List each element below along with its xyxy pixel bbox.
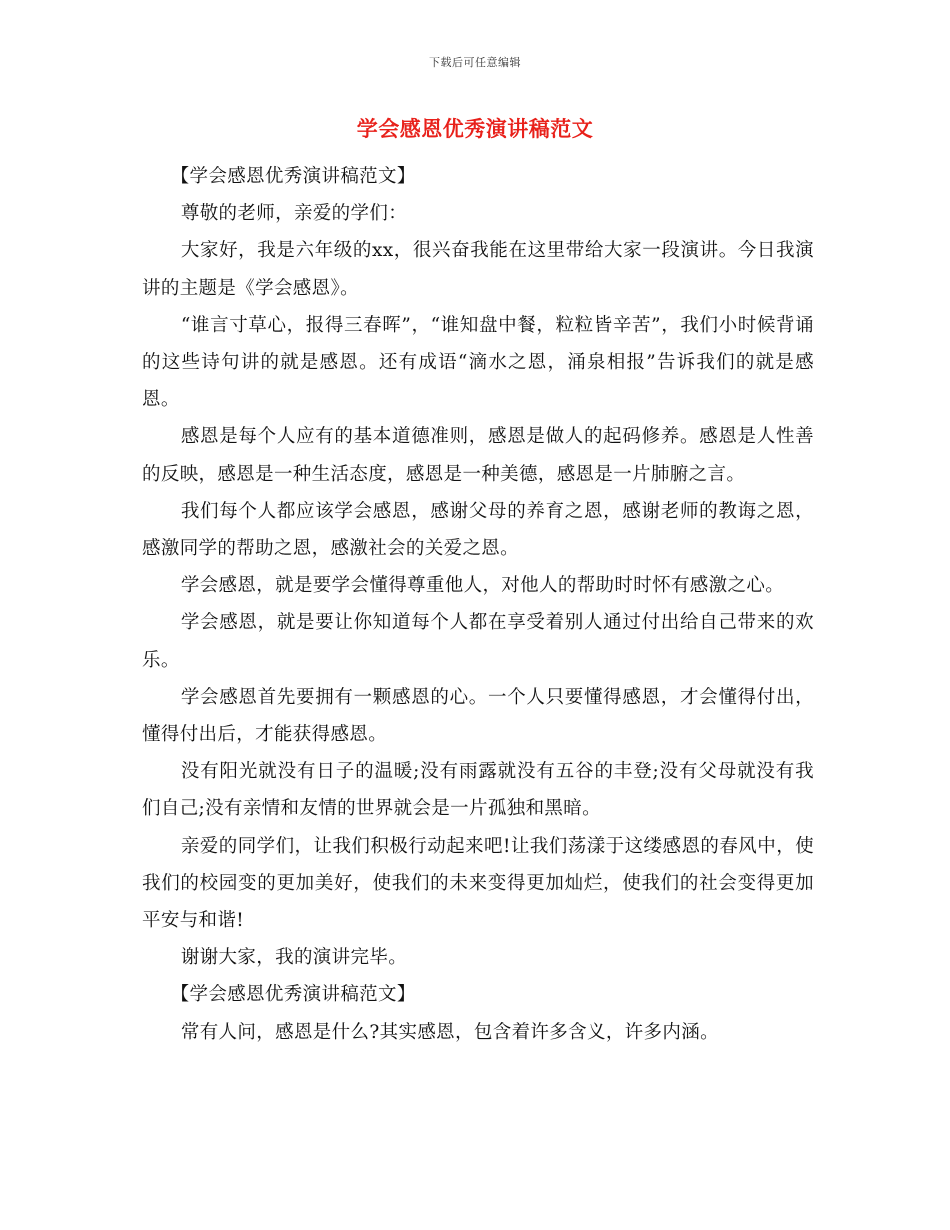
paragraph: “谁言寸草心，报得三春晖”，“谁知盘中餐，粒粒皆辛苦”，我们小时候背诵的这些诗句讲的就是感恩。还有成语“滴水之恩，涌泉相报”告诉我们的就是感恩。 xyxy=(142,314,814,411)
paragraph: 学会感恩，就是要让你知道每个人都在享受着别人通过付出给自己带来的欢乐。 xyxy=(142,612,814,671)
paragraph: 学会感恩首先要拥有一颗感恩的心。一个人只要懂得感恩，才会懂得付出，懂得付出后，才能获得感恩。 xyxy=(142,686,814,746)
page-header-note: 下载后可任意编辑 xyxy=(429,56,521,69)
paragraph: 学会感恩，就是要学会懂得尊重他人，对他人的帮助时时怀有感激之心。 xyxy=(180,575,785,597)
paragraph: 常有人问，感恩是什么?其实感恩，包含着许多含义，许多内涵。 xyxy=(180,1021,719,1043)
section-heading: 【学会感恩优秀演讲稿范文】 xyxy=(170,984,416,1006)
paragraph: 没有阳光就没有日子的温暖;没有雨露就没有五谷的丰登;没有父母就没有我们自己;没有亲情和友情的世界就会是一片孤独和黑暗。 xyxy=(142,761,814,820)
document-title: 学会感恩优秀演讲稿范文 xyxy=(356,116,594,141)
section-heading: 【学会感恩优秀演讲稿范文】 xyxy=(170,166,416,187)
closing-line: 谢谢大家，我的演讲完毕。 xyxy=(180,947,408,969)
salutation: 尊敬的老师，亲爱的学们： xyxy=(180,203,408,225)
paragraph: 大家好，我是六年级的xx，很兴奋我能在这里带给大家一段演讲。今日我演讲的主题是《学会感恩》。 xyxy=(142,240,814,299)
document-body xyxy=(142,158,814,1051)
paragraph: 亲爱的同学们，让我们积极行动起来吧!让我们荡漾于这缕感恩的春风中，使我们的校园变的更加美好，使我们的未来变得更加灿烂，使我们的社会变得更加平安与和谐! xyxy=(142,835,814,932)
paragraph: 我们每个人都应该学会感恩，感谢父母的养育之恩，感谢老师的教诲之恩，感激同学的帮助之恩，感激社会的关爱之恩。 xyxy=(142,500,814,560)
paragraph: 感恩是每个人应有的基本道德准则，感恩是做人的起码修养。感恩是人性善的反映，感恩是一种生活态度，感恩是一种美德，感恩是一片肺腑之言。 xyxy=(142,426,814,485)
